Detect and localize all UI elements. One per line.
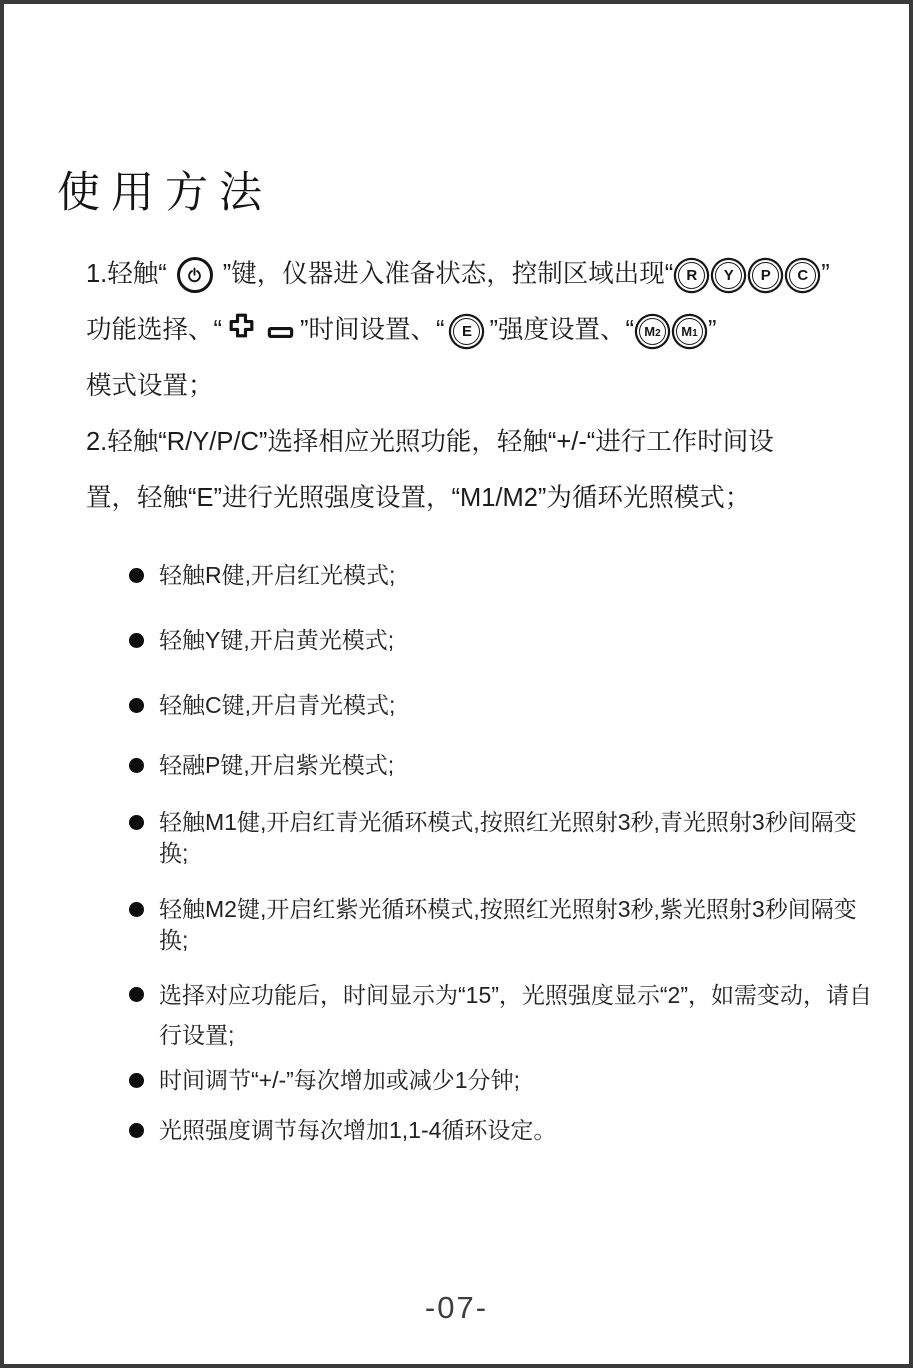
list-item-text: 轻触M1健,开启红青光循环模式,按照红光照射3秒,青光照射3秒间隔变换;: [159, 809, 857, 866]
list-item: [129, 750, 873, 781]
list-item-text: 轻触C键,开启青光模式;: [159, 692, 396, 718]
step2-line2: [86, 470, 896, 526]
list-item: [129, 1115, 873, 1146]
key-m2-icon: [639, 318, 666, 345]
step2-line1: [86, 414, 896, 470]
bullet-dot-icon: [129, 902, 144, 917]
list-item-text: 轻触Y键,开启黄光模式;: [159, 627, 395, 653]
bullet-dot-icon: [129, 815, 144, 830]
step1-line3: [86, 358, 896, 414]
key-c-label: C: [797, 266, 809, 284]
step1-line2: [86, 302, 896, 358]
list-item: [129, 625, 873, 656]
page-title: 使用方法: [57, 168, 273, 217]
step1-text-a: 1.轻触“: [86, 260, 167, 288]
key-y-label: Y: [723, 266, 734, 284]
bullet-dot-icon: [129, 698, 144, 713]
key-c-icon: [789, 262, 816, 289]
key-p-icon: [752, 262, 779, 289]
step2-text-b: 置，轻触“E”进行光照强度设置，“M1/M2”为循环光照模式；: [86, 484, 751, 512]
bullet-dot-icon: [129, 568, 144, 583]
key-e-label: E: [461, 322, 472, 340]
key-m1-sub: 1: [692, 328, 698, 340]
key-p-label: P: [760, 266, 771, 284]
bullet-dot-icon: [129, 1073, 144, 1088]
key-m2-label: M: [644, 323, 656, 339]
key-m1-icon: [676, 318, 703, 345]
bullet-dot-icon: [129, 758, 144, 773]
list-item: [129, 894, 873, 956]
step1-text-b: ”键，仪器进入准备状态，控制区域出现“: [222, 260, 674, 288]
list-item: [129, 807, 873, 869]
key-y-icon: [715, 262, 742, 289]
list-item: [129, 975, 873, 1055]
instructions-section: [86, 246, 896, 526]
bullet-dot-icon: [129, 1123, 144, 1138]
list-item-text: 时间调节“+/-”每次增加或减少1分钟;: [159, 1067, 520, 1093]
list-item-text: 选择对应功能后，时间显示为“15”，光照强度显示“2”，如需变动，请自行设置;: [159, 982, 873, 1048]
plus-icon: [228, 303, 255, 359]
power-icon: [177, 257, 213, 293]
step1-text-d: 功能选择、“: [86, 316, 222, 344]
page-number: -07-: [424, 1290, 489, 1325]
step1-text-c: ”: [821, 260, 830, 288]
step1-text-e: ”时间设置、“: [300, 316, 445, 344]
list-item: [129, 1065, 873, 1096]
step1-text-h: 模式设置；: [86, 372, 214, 400]
key-r-icon: [678, 262, 705, 289]
list-item-text: 轻融P键,开启紫光模式;: [159, 752, 395, 778]
list-item-text: 光照强度调节每次增加1,1-4循环设定。: [159, 1117, 557, 1143]
list-item-text: 轻触M2键,开启红紫光循环模式,按照红光照射3秒,紫光照射3秒间隔变换;: [159, 896, 857, 953]
list-item: [129, 560, 873, 591]
step1-line1: [86, 246, 896, 302]
key-m1-label: M: [681, 323, 693, 339]
step1-text-g: ”: [707, 316, 717, 344]
key-r-label: R: [686, 266, 698, 284]
step1-text-f: ”强度设置、“: [489, 316, 634, 344]
minus-icon: [267, 303, 294, 359]
step2-text-a: 2.轻触“R/Y/P/C”选择相应光照功能，轻触“+/-“进行工作时间设: [86, 428, 774, 456]
bullet-dot-icon: [129, 987, 144, 1002]
bullet-list: [129, 560, 873, 1146]
list-item-text: 轻触R健,开启红光模式;: [159, 562, 396, 588]
key-m2-sub: 2: [655, 328, 661, 340]
list-item: [129, 690, 873, 721]
bullet-dot-icon: [129, 633, 144, 648]
key-e-icon: [453, 318, 480, 345]
